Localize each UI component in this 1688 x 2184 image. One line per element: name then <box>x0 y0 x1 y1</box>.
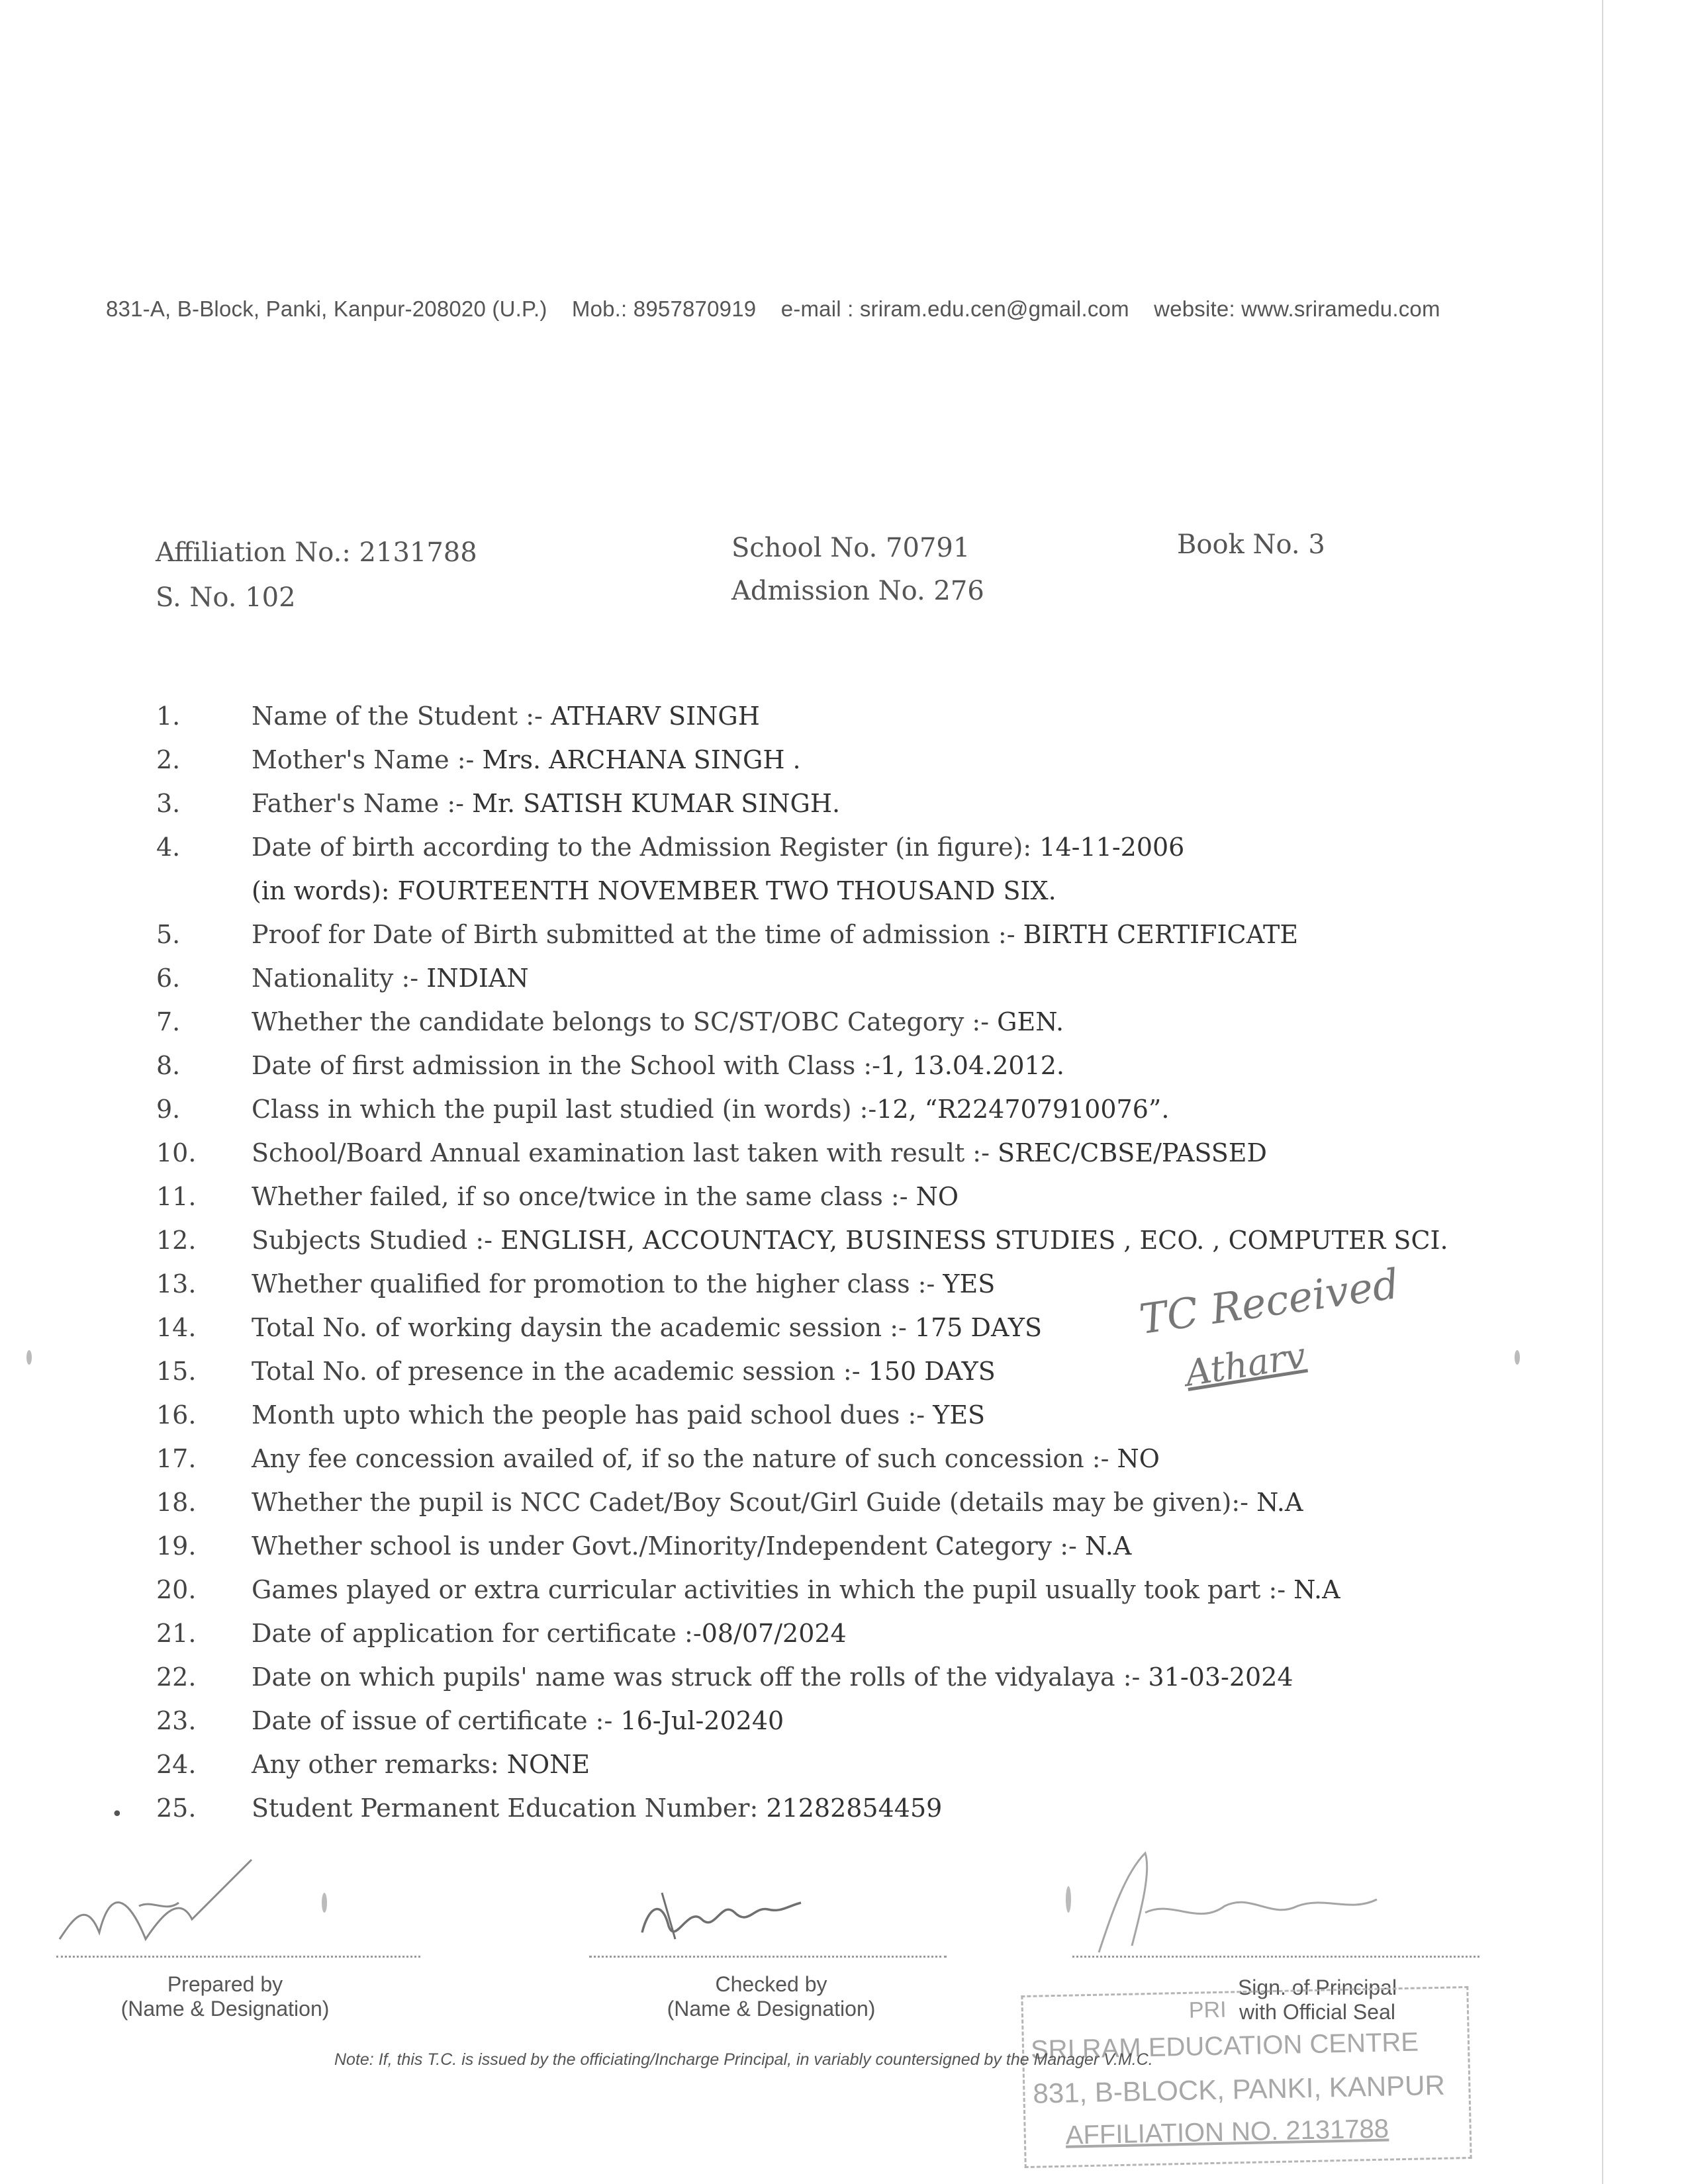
item-label: Whether the pupil is NCC Cadet/Boy Scout/Girl Guide (details may be given):- <box>252 1488 1257 1517</box>
list-item <box>0 1750 1688 1794</box>
item-number: 22. <box>156 1662 197 1692</box>
item-number: 23. <box>156 1706 197 1735</box>
list-item <box>0 1400 1688 1444</box>
item-label: Whether qualified for promotion to the higher class :- <box>252 1269 943 1298</box>
item-value: Mrs. ARCHANA SINGH . <box>482 745 801 774</box>
scan-speck <box>1066 1886 1071 1913</box>
item-label: Total No. of working daysin the academic session :- <box>252 1313 915 1342</box>
item-value: 31-03-2024 <box>1148 1662 1293 1692</box>
punch-hole-mark <box>1515 1350 1520 1365</box>
item-number: 20. <box>156 1575 197 1604</box>
countersign-note: Note: If, this T.C. is issued by the officiating/Incharge Principal, in variably countersigned by the Manager V.M.C. <box>334 2050 1153 2069</box>
item-value: 150 DAYS <box>868 1357 996 1386</box>
list-item <box>0 1706 1688 1750</box>
item-value: INDIAN <box>426 964 529 993</box>
school-contact-line <box>106 296 1470 322</box>
item-number: 8. <box>156 1051 181 1080</box>
checked-by-title: Checked by <box>715 1972 827 1996</box>
principal-subtitle: with Official Seal <box>1239 2000 1395 2024</box>
item-value: BIRTH CERTIFICATE <box>1023 920 1299 949</box>
list-item <box>0 964 1688 1007</box>
item-label: Any other remarks: <box>252 1750 507 1779</box>
item-value: SREC/CBSE/PASSED <box>998 1138 1267 1167</box>
item-value: 1, 13.04.2012. <box>880 1051 1064 1080</box>
bullet-dot: • <box>111 1803 123 1826</box>
list-item <box>0 1095 1688 1138</box>
item-value: 14-11-2006 <box>1039 833 1185 862</box>
school-address: 831-A, B-Block, Panki, Kanpur-208020 (U.P.) <box>106 296 547 321</box>
list-item <box>0 833 1688 920</box>
list-item <box>0 1357 1688 1400</box>
item-number: 5. <box>156 920 181 949</box>
item-number: 6. <box>156 964 181 993</box>
item-label: Games played or extra curricular activities in which the pupil usually took part :- <box>252 1575 1294 1604</box>
item-number: 13. <box>156 1269 197 1298</box>
list-item <box>0 1794 1688 1837</box>
official-seal-stamp <box>1021 1986 1472 2168</box>
list-item <box>0 1269 1688 1313</box>
item-label: Whether failed, if so once/twice in the same class :- <box>252 1182 916 1211</box>
item-number: 1. <box>156 702 181 731</box>
item-number: 10. <box>156 1138 197 1167</box>
list-item <box>0 702 1688 745</box>
checked-by-line <box>589 1956 947 1958</box>
item-label: Total No. of presence in the academic session :- <box>252 1357 868 1386</box>
stamp-line-1: PRI <box>1188 1997 1227 2023</box>
list-item <box>0 789 1688 833</box>
item-label: Date on which pupils' name was struck off the rolls of the vidyalaya :- <box>252 1662 1149 1692</box>
item-value: YES <box>933 1400 986 1430</box>
stamp-line-3: 831, B-BLOCK, PANKI, KANPUR <box>1032 2069 1446 2109</box>
item-value: NONE <box>506 1750 590 1779</box>
item-number: 4. <box>156 833 181 862</box>
school-email: e-mail : sriram.edu.cen@gmail.com <box>780 296 1129 321</box>
checked-by-caption <box>645 1972 897 2021</box>
item-label: Any fee concession availed of, if so the nature of such concession :- <box>252 1444 1117 1473</box>
item-value: N.A <box>1293 1575 1340 1604</box>
list-item <box>0 1313 1688 1357</box>
item-label: Date of first admission in the School with Class :- <box>252 1051 880 1080</box>
principal-line <box>1072 1956 1479 1958</box>
item-number: 14. <box>156 1313 197 1342</box>
list-item <box>0 1488 1688 1531</box>
list-item <box>0 1051 1688 1095</box>
item-number: 19. <box>156 1531 197 1561</box>
item-label: Class in which the pupil last studied (in words) :- <box>252 1095 877 1124</box>
list-item <box>0 1662 1688 1706</box>
item-value: 16-Jul-20240 <box>620 1706 784 1735</box>
item-label: Month upto which the people has paid school dues :- <box>252 1400 933 1430</box>
checked-by-subtitle: (Name & Designation) <box>667 1997 876 2021</box>
item-label: Date of issue of certificate :- <box>252 1706 621 1735</box>
school-mobile: Mob.: 8957870919 <box>571 296 757 321</box>
item-label: Name of the Student :- <box>252 702 551 731</box>
school-number: School No. 70791 <box>731 533 970 563</box>
principal-signature <box>1086 1833 1397 1959</box>
item-label: Subjects Studied :- <box>252 1226 501 1255</box>
prepared-by-title: Prepared by <box>167 1972 283 1996</box>
item-number: 18. <box>156 1488 197 1517</box>
item-value: N.A <box>1084 1531 1132 1561</box>
item-number: 3. <box>156 789 181 818</box>
item-value: ATHARV SINGH <box>550 702 760 731</box>
item-number: 9. <box>156 1095 181 1124</box>
list-item <box>0 1444 1688 1488</box>
item-value: 175 DAYS <box>914 1313 1043 1342</box>
item-label: Father's Name :- <box>252 789 473 818</box>
item-value: ENGLISH, ACCOUNTACY, BUSINESS STUDIES , ECO. , COMPUTER SCI. <box>500 1226 1448 1255</box>
stamp-line-4: AFFILIATION NO. 2131788 <box>1065 2114 1389 2150</box>
item-label: Proof for Date of Birth submitted at the time of admission :- <box>252 920 1023 949</box>
list-item <box>0 745 1688 789</box>
item-number: 12. <box>156 1226 197 1255</box>
list-item <box>0 1531 1688 1575</box>
item-label: Date of application for certificate :- <box>252 1619 702 1648</box>
item-value: 08/07/2024 <box>701 1619 847 1648</box>
item-label: School/Board Annual examination last taken with result :- <box>252 1138 998 1167</box>
item-value: N.A <box>1256 1488 1303 1517</box>
item-value: YES <box>943 1269 996 1298</box>
item-number: 7. <box>156 1007 181 1036</box>
item-value: Mr. SATISH KUMAR SINGH. <box>472 789 841 818</box>
item-number: 16. <box>156 1400 197 1430</box>
book-number: Book No. 3 <box>1177 529 1325 560</box>
affiliation-number: Affiliation No.: 2131788 <box>156 537 477 568</box>
list-item <box>0 1138 1688 1182</box>
serial-number: S. No. 102 <box>156 582 296 613</box>
school-website: website: www.sriramedu.com <box>1154 296 1440 321</box>
item-label: Whether the candidate belongs to SC/ST/OBC Category :- <box>252 1007 998 1036</box>
item-value: GEN. <box>997 1007 1064 1036</box>
item-number: 11. <box>156 1182 197 1211</box>
stamp-line-2: SRI RAM EDUCATION CENTRE <box>1030 2027 1419 2065</box>
list-item <box>0 1007 1688 1051</box>
list-item <box>0 1182 1688 1226</box>
item-value: NO <box>915 1182 959 1211</box>
item-number: 15. <box>156 1357 197 1386</box>
punch-hole-mark <box>26 1350 32 1365</box>
list-item <box>0 1575 1688 1619</box>
prepared-by-subtitle: (Name & Designation) <box>120 1997 330 2021</box>
item-value: 21282854459 <box>766 1794 943 1823</box>
scan-speck <box>322 1893 327 1913</box>
prepared-by-caption <box>99 1972 351 2021</box>
checked-by-signature <box>635 1880 808 1952</box>
item-number: 25. <box>156 1794 197 1823</box>
item-label: Whether school is under Govt./Minority/Independent Category :- <box>252 1531 1085 1561</box>
list-item <box>0 1619 1688 1662</box>
item-value: 12, “R224707910076”. <box>876 1095 1170 1124</box>
prepared-by-line <box>56 1956 420 1958</box>
item-sub-value: (in words): FOURTEENTH NOVEMBER TWO THOUSAND SIX. <box>252 876 1056 905</box>
item-label: Date of birth according to the Admission Register (in figure): <box>252 833 1040 862</box>
item-label: Mother's Name :- <box>252 745 483 774</box>
item-number: 2. <box>156 745 181 774</box>
item-number: 17. <box>156 1444 197 1473</box>
prepared-by-signature <box>53 1840 265 1952</box>
handwritten-note-name: Atharv <box>1182 1334 1309 1394</box>
principal-title: Sign. of Principal <box>1237 1976 1397 1999</box>
item-number: 24. <box>156 1750 197 1779</box>
item-number: 21. <box>156 1619 197 1648</box>
handwritten-note-tc-received: TC Received <box>1136 1259 1402 1344</box>
list-item <box>0 1226 1688 1269</box>
item-value: NO <box>1117 1444 1160 1473</box>
item-label: Nationality :- <box>252 964 427 993</box>
item-label: Student Permanent Education Number: <box>252 1794 767 1823</box>
admission-number: Admission No. 276 <box>731 576 984 606</box>
list-item <box>0 920 1688 964</box>
